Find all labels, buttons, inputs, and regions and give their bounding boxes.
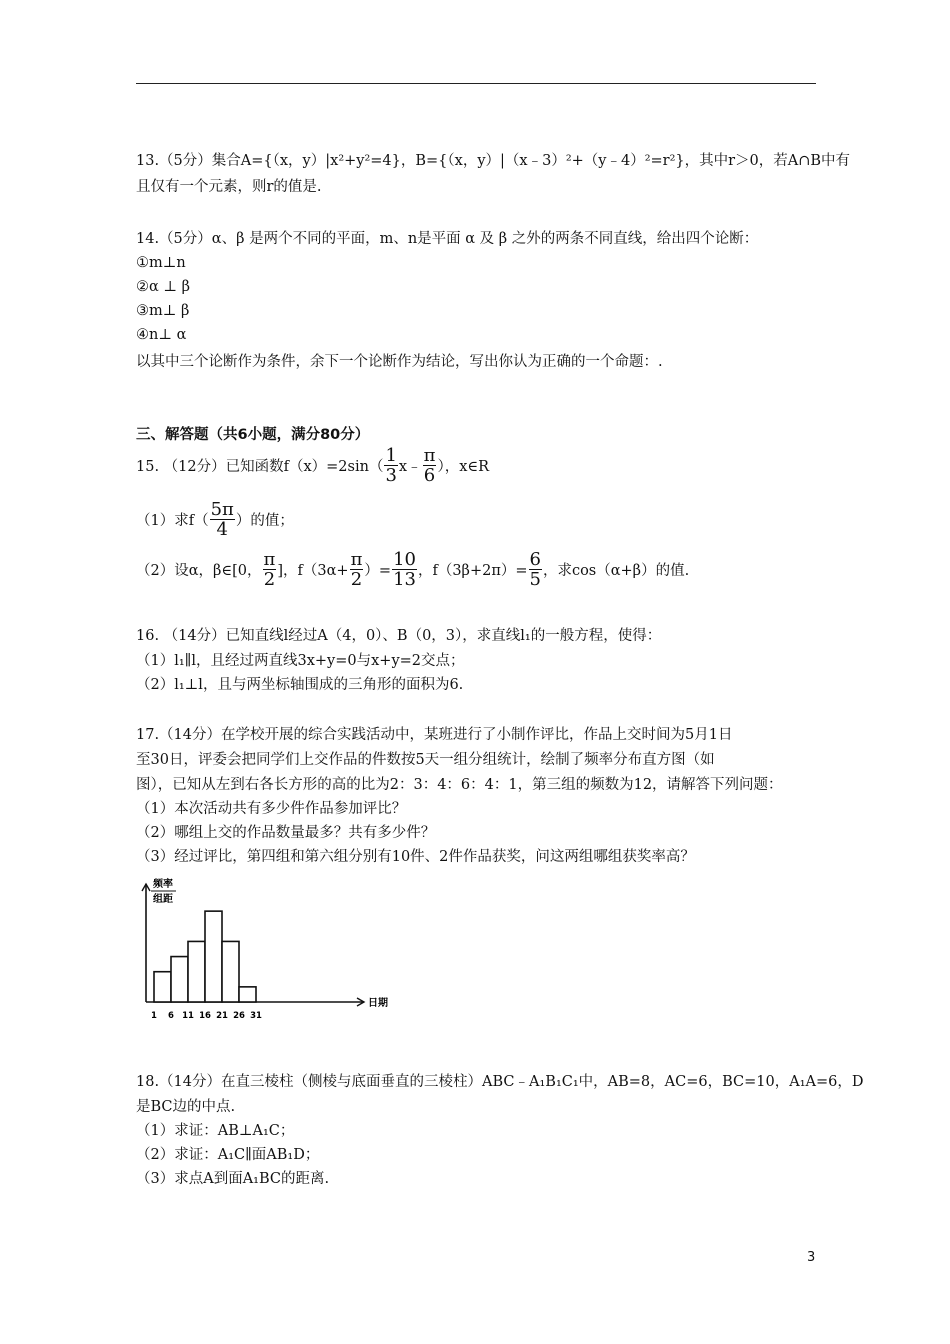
- q15-p1-post: ）的值；: [235, 513, 294, 529]
- q15-p2-frac-3-den: 13: [393, 569, 416, 590]
- q17-part1: （1）本次活动共有多少件作品参加评比？: [136, 801, 407, 817]
- header-rule: [136, 83, 816, 84]
- q15-pre: 15. （12分）已知函数f（x）=2sin（: [136, 459, 384, 475]
- q13-line1: 13.（5分）集合A={（x，y）|x²+y²=4}，B={（x，y）|（x﹣3）²+（y﹣4）²=r²}，其中r＞0，若A∩B中有: [136, 153, 851, 169]
- q15-post: ），x∈R: [437, 459, 490, 475]
- q14-item-2: ②α ⊥ β: [136, 279, 191, 295]
- q15-part2: [136, 550, 689, 589]
- x-tick-label: 31: [250, 1011, 262, 1021]
- q14-line1: 14.（5分）α、β 是两个不同的平面，m、n是平面 α 及 β 之外的两条不同直线，给出四个论断：: [136, 231, 759, 247]
- q15-p2-b: ]，f（3α+: [277, 563, 349, 579]
- x-label: 日期: [368, 998, 388, 1009]
- section-title: 三、解答题（共6小题，满分80分）: [136, 427, 370, 443]
- histogram-chart: [130, 870, 400, 1030]
- q14-item-1: ①m⊥n: [136, 255, 186, 271]
- q14-line-end: 以其中三个论断作为条件，余下一个论断作为结论，写出你认为正确的一个命题：.: [136, 354, 663, 370]
- q15-p1-frac-den: 4: [216, 519, 228, 540]
- q14-item-3: ③m⊥ β: [136, 303, 190, 319]
- q15-frac-1-den: 3: [385, 465, 397, 486]
- q15-frac-2: [423, 446, 437, 485]
- q17-line1: 17.（14分）在学校开展的综合实践活动中，某班进行了小制作评比，作品上交时间为5月1日: [136, 727, 733, 743]
- q15-p2-d: ，f（3β+2π）=: [417, 563, 528, 579]
- q17-part2: （2）哪组上交的作品数量最多？共有多少件？: [136, 825, 436, 841]
- q18-part3: （3）求点A到面A₁BC的距离.: [136, 1171, 330, 1187]
- histogram-bar: [188, 941, 205, 1002]
- q18-part1: （1）求证：AB⊥A₁C；: [136, 1123, 295, 1139]
- q15-p2-e: ，求cos（α+β）的值.: [542, 563, 690, 579]
- q15-p2-frac-2-den: 2: [350, 569, 363, 590]
- x-tick-label: 6: [168, 1011, 174, 1021]
- q16-part2: （2）l₁⊥l，且与两坐标轴围成的三角形的面积为6.: [136, 677, 464, 693]
- q15-p2-frac-3-num: 10: [393, 549, 416, 570]
- q17-line2: 至30日，评委会把同学们上交作品的件数按5天一组分组统计，绘制了频率分布直方图（如: [136, 752, 715, 768]
- q15-frac-1-num: 1: [385, 445, 397, 466]
- q15-p1-frac: [210, 500, 235, 539]
- q15-p2-frac-4-den: 5: [529, 569, 541, 590]
- x-tick-label: 26: [233, 1011, 245, 1021]
- q15-p2-frac-1: [263, 550, 277, 589]
- q15-mid: x﹣: [398, 459, 422, 475]
- q15-p2-frac-3: [392, 550, 417, 589]
- histogram-bar: [171, 957, 188, 1002]
- q15-p1-pre: （1）求f（: [136, 513, 209, 529]
- q15-frac-1: [384, 446, 397, 485]
- y-label-bottom: 组距: [153, 894, 173, 905]
- x-tick-label: 16: [199, 1011, 211, 1021]
- histogram-bar: [239, 987, 256, 1002]
- q15-p2-frac-4: [529, 550, 542, 589]
- q15-p2-c: ）=: [364, 563, 392, 579]
- q15-part1: [136, 500, 294, 539]
- q13-line2: 且仅有一个元素，则r的值是.: [136, 179, 322, 195]
- q18-line2: 是BC边的中点.: [136, 1099, 236, 1115]
- q15-p2-frac-1-num: π: [263, 549, 276, 570]
- q16-part1: （1）l₁∥l，且经过两直线3x+y=0与x+y=2交点；: [136, 653, 465, 669]
- q15-stem: [136, 446, 489, 485]
- x-tick-label: 11: [182, 1011, 194, 1021]
- q16-line1: 16. （14分）已知直线l经过A（4，0）、B（0，3），求直线l₁的一般方程，使得：: [136, 628, 662, 644]
- q17-part3: （3）经过评比，第四组和第六组分别有10件、2件作品获奖，问这两组哪组获奖率高？: [136, 849, 695, 865]
- x-tick-label: 21: [216, 1011, 228, 1021]
- q15-p2-frac-2: [350, 550, 364, 589]
- q18-line1: 18.（14分）在直三棱柱（侧棱与底面垂直的三棱柱）ABC﹣A₁B₁C₁中，AB=8，AC=6，BC=10，A₁A=6，D: [136, 1074, 864, 1090]
- histogram-bar: [222, 941, 239, 1002]
- q14-item-4: ④n⊥ α: [136, 327, 187, 343]
- q15-p1-frac-num: 5π: [210, 499, 234, 520]
- q15-frac-2-num: π: [423, 445, 436, 466]
- q15-p2-frac-2-num: π: [350, 549, 363, 570]
- histogram-bar: [154, 972, 171, 1002]
- q15-p2-frac-1-den: 2: [263, 569, 276, 590]
- page-number: 3: [807, 1250, 816, 1265]
- x-tick-label: 1: [151, 1011, 157, 1021]
- q15-p2-frac-4-num: 6: [529, 549, 541, 570]
- q18-part2: （2）求证：A₁C∥面AB₁D；: [136, 1147, 320, 1163]
- q17-line3: 图），已知从左到右各长方形的高的比为2：3：4：6：4：1，第三组的频数为12，请解答下列问题：: [136, 777, 783, 793]
- y-label-top: 频率: [153, 879, 173, 890]
- histogram-bar: [205, 911, 222, 1002]
- q15-frac-2-den: 6: [423, 465, 436, 486]
- q15-p2-a: （2）设α，β∈[0，: [136, 563, 262, 579]
